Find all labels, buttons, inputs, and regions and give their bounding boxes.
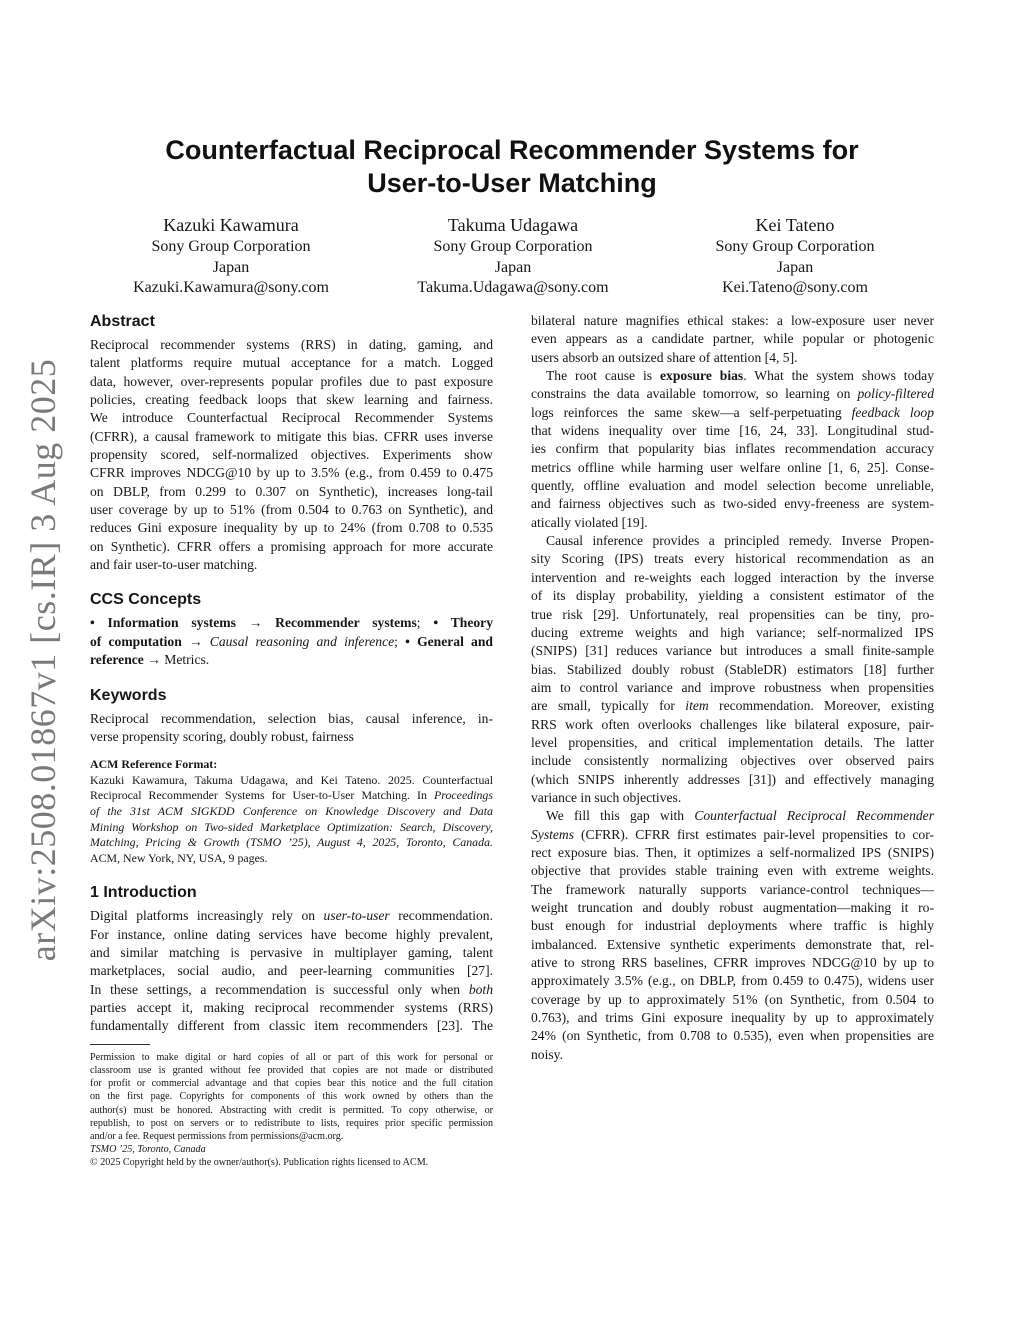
text-line: bust enough for industrial deployments where traffic is highly — [531, 918, 934, 934]
text-line: (SNIPS) [31] reduces variance but introduces a small finite-sample — [531, 643, 934, 659]
text-line: and fair user-to-user matching. — [90, 557, 258, 573]
text-span: policy-filtered — [857, 386, 934, 402]
text-line — [531, 807, 934, 825]
permission-footnote — [90, 1051, 493, 1170]
text-line — [531, 826, 934, 844]
text-span: recommendation. Moreover, existing — [708, 698, 935, 714]
title-line-1: Counterfactual Reciprocal Recommender Systems for — [165, 135, 859, 165]
text-span: are small, typically for — [531, 698, 686, 714]
text-line: (which SNIPS inherently addresses [31]) and effectively managing — [531, 771, 934, 787]
text-span: recommendation. — [389, 908, 493, 924]
text-line — [90, 907, 493, 925]
text-span: user-to-user — [323, 908, 390, 924]
ccs-term: of computation — [90, 633, 182, 649]
text-line: RRS work often overlooks challenges like bilateral exposure, pair- — [531, 716, 934, 732]
text-line: Matching, Pricing & Growth (TSMO ’25), August 4, 2025, Toronto, Canada. — [90, 835, 493, 850]
intro-continued — [531, 312, 934, 1064]
text-line: and/or a fee. Request permissions from permissions@acm.org. — [90, 1130, 344, 1142]
author-org: Sony Group Corporation — [151, 238, 311, 255]
text-line: that widens inequality over time [16, 24, 33]. Longitudinal stud- — [531, 423, 934, 439]
text-line: on the first page. Copyrights for components of this work owned by others than the — [90, 1091, 493, 1103]
text-line: coverage by up to approximately 51% (on Synthetic, from 0.504 to — [531, 991, 934, 1007]
text-line: noisy. — [531, 1046, 563, 1062]
author-name: Kei Tateno — [755, 215, 835, 235]
text-line: Reciprocal recommendation, selection bias, causal inference, in- — [90, 710, 493, 726]
text-line: data, however, over-represents popular profiles due to past exposure — [90, 373, 493, 389]
text-line: and fairness objectives such as two-sided envy-freeness are system- — [531, 496, 934, 512]
text-line: verse propensity scoring, doubly robust, fairness — [90, 728, 354, 744]
text-line: reduces Gini exposure inequality by up to 24% (from 0.708 to 0.535 — [90, 520, 493, 536]
text-line: of its display probability, yielding a consistent estimator of the — [531, 588, 934, 604]
text-line: ies confirm that popularity bias inflates recommendation accuracy — [531, 441, 934, 457]
text-line: rect exposure bias. Then, it optimizes a self-normalized IPS (SNIPS) — [531, 844, 934, 860]
text-line: atically violated [19]. — [531, 514, 648, 530]
text-span: constrains the data available tomorrow, so learning on — [531, 386, 858, 402]
text-line: talent platforms require mutual acceptance for a match. Logged — [90, 355, 493, 371]
ccs-term: reference — [90, 652, 144, 668]
title-line-2: User-to-User Matching — [367, 168, 657, 198]
author-1 — [90, 214, 372, 299]
text-line: sity Scoring (IPS) treats every historical recommendation as an — [531, 551, 934, 567]
author-country: Japan — [212, 258, 250, 276]
author-country: Japan — [776, 258, 814, 276]
text-line: We introduce Counterfactual Reciprocal Recommender Systems — [90, 410, 493, 426]
text-line: Permission to make digital or hard copies of all or part of this work for personal or — [90, 1051, 493, 1063]
text-line: marketplaces, social audio, and peer-learning communities [27]. — [90, 963, 493, 979]
text-line: true risk [29]. Unfortunately, real propensities can be tiny, pro- — [531, 606, 934, 622]
text-span: (CFRR). CFRR first estimates pair-level propensities to cor- — [574, 826, 934, 842]
text-line: 24% (on Synthetic, from 0.708 to 0.535), even when propensities are — [531, 1028, 934, 1044]
text-line: imbalanced. Extensive synthetic experiments demonstrate that, rel- — [531, 936, 934, 952]
text-line: user coverage by up to 51% (from 0.504 to 0.763 on Synthetic), and — [90, 502, 493, 518]
text-span: We fill this gap with — [546, 808, 695, 824]
text-line: metrics offline while harming user welfare online [1, 6, 25]. Conse- — [531, 459, 934, 475]
author-email: Kazuki.Kawamura@sony.com — [133, 279, 329, 296]
text-line: ducing extreme weights and high variance; self-normalized IPS — [531, 624, 934, 640]
text-span: Digital platforms increasingly rely on — [90, 908, 324, 924]
text-span: The root cause is — [546, 368, 660, 384]
author-name: Kazuki Kawamura — [163, 215, 299, 235]
acm-reference — [90, 757, 493, 866]
text-line: approximately 3.5% (e.g., on DBLP, from 0.459 to 0.475), widens user — [531, 973, 934, 989]
text-line: on Synthetic). CFRR offers a promising approach for more accurate — [90, 538, 493, 554]
text-line — [90, 788, 493, 804]
ccs-heading: CCS Concepts — [90, 591, 202, 609]
text-line: CFRR improves NDCG@10 by up to 3.5% (e.g., from 0.459 to 0.475 — [90, 465, 493, 481]
text-line: users absorb an outsized share of attention [4, 5]. — [531, 349, 798, 365]
text-line — [90, 614, 493, 632]
text-line — [531, 367, 934, 385]
ccs-term: Metrics. — [164, 652, 210, 668]
text-line: Causal inference provides a principled remedy. Inverse Propen- — [546, 533, 934, 549]
text-line: bias. Stabilized doubly robust (StableDR) estimators [18] further — [531, 661, 934, 677]
text-line: policies, creating feedback loops that skew learning and fairness. — [90, 392, 493, 408]
text-span: feedback loop — [851, 404, 934, 420]
ccs-term: • Information systems — [90, 615, 236, 631]
ccs-concepts — [90, 614, 493, 669]
abstract-heading: Abstract — [90, 313, 155, 330]
text-line: propensity scored, self-normalized objectives. Experiments show — [90, 447, 493, 463]
text-span: Proceedings — [434, 788, 493, 803]
arrow: → — [188, 633, 203, 649]
text-line: The framework naturally supports variance-control techniques— — [531, 881, 934, 897]
introduction-heading: 1 Introduction — [90, 884, 197, 902]
text-line: variance in such objectives. — [531, 789, 682, 805]
text-span: . What the system shows today — [743, 368, 934, 384]
author-2 — [372, 214, 654, 299]
arxiv-sidebar-stamp — [18, 358, 68, 962]
ccs-term: • Theory — [433, 615, 493, 631]
text-line: intervention and re-weights each logged interaction by the inverse — [531, 569, 934, 585]
abstract-text — [90, 336, 493, 574]
paper-title — [100, 134, 924, 200]
author-block — [90, 214, 936, 299]
text-line — [531, 697, 934, 715]
text-line: classroom use is granted without fee provided that copies are not made or distributed — [90, 1064, 493, 1076]
ccs-term: Causal reasoning and inference — [209, 633, 395, 649]
ccs-term: • General and — [405, 633, 493, 649]
author-org: Sony Group Corporation — [433, 238, 593, 255]
author-email: Kei.Tateno@sony.com — [722, 279, 868, 296]
text-line: (CFRR), a causal framework to mitigate this bias. CFRR uses inverse — [90, 428, 493, 444]
text-line: 0.763), and trims Gini exposure inequality by up to approximately — [531, 1010, 934, 1026]
text-line: include consistently normalizing objectives over observed pairs — [531, 753, 934, 769]
text-line — [90, 633, 493, 651]
venue-line: TSMO ’25, Toronto, Canada — [90, 1144, 206, 1156]
text-line — [531, 385, 934, 403]
text-span: Reciprocal Recommender Systems for User-to-User Matching. In — [90, 788, 434, 803]
text-line: and similar matching is pervasive in multiplayer gaming, talent — [90, 945, 493, 961]
text-line: objective that provides stable training even with extreme weights. — [531, 863, 934, 879]
text-line: bilateral nature magnifies ethical stakes: a low-exposure user never — [531, 313, 934, 328]
text-line: ative to strong RRS baselines, CFRR improves NDCG@10 by up to — [531, 955, 934, 971]
separator: ; — [394, 633, 398, 649]
arrow: → — [248, 615, 263, 631]
text-line: fundamentally different from classic item recommenders [23]. The — [90, 1018, 493, 1034]
text-line: aim to control variance and improve robustness when propensities — [531, 679, 934, 695]
text-line: Reciprocal recommender systems (RRS) in dating, gaming, and — [90, 337, 493, 352]
author-org: Sony Group Corporation — [715, 238, 875, 255]
text-span: both — [468, 981, 493, 997]
text-span: Counterfactual Reciprocal Recommender — [694, 808, 935, 824]
text-line: on DBLP, from 0.299 to 0.307 on Synthetic), increases long-tail — [90, 483, 493, 499]
text-line: quently, offline evaluation and model selection become unreliable, — [531, 478, 934, 494]
text-line: level propensities, and critical implementation details. The latter — [531, 734, 934, 750]
text-span: In these settings, a recommendation is successful only when — [90, 981, 469, 997]
arxiv-identifier: arXiv:2508.01867v1 [cs.IR] 3 Aug 2025 — [23, 358, 63, 962]
text-line: Mining Workshop on Two-sided Marketplace Optimization: Search, Discovery, — [90, 819, 493, 834]
copyright-line: © 2025 Copyright held by the owner/author(s). Publication rights licensed to ACM. — [90, 1157, 429, 1169]
right-column — [531, 312, 934, 1064]
text-line — [90, 981, 493, 999]
ccs-term: Recommender systems — [275, 615, 417, 631]
text-line: ACM, New York, NY, USA, 9 pages. — [90, 850, 268, 865]
text-span: Systems — [531, 826, 575, 842]
text-line: for profit or commercial advantage and that copies bear this notice and the full citation — [90, 1078, 493, 1090]
text-line: Kazuki Kawamura, Takuma Udagawa, and Kei Tateno. 2025. Counterfactual — [90, 772, 493, 787]
author-country: Japan — [494, 258, 532, 276]
text-line: For instance, online dating services have become highly prevalent, — [90, 926, 493, 942]
acm-reference-heading: ACM Reference Format: — [90, 757, 218, 772]
text-line: of the 31st ACM SIGKDD Conference on Knowledge Discovery and Data — [90, 803, 493, 818]
left-column — [90, 312, 493, 1170]
separator: ; — [416, 615, 421, 631]
text-line — [531, 404, 934, 422]
text-line: parties accept it, making reciprocal recommender systems (RRS) — [90, 1000, 493, 1016]
text-line: even appears as a candidate partner, while popular or photogenic — [531, 331, 934, 347]
text-line — [90, 651, 493, 669]
keywords-heading: Keywords — [90, 686, 167, 704]
author-name: Takuma Udagawa — [447, 215, 579, 235]
author-3 — [654, 214, 936, 299]
introduction-text — [90, 907, 493, 1035]
text-line: weight truncation and doubly robust augmentation—making it ro- — [531, 900, 934, 915]
text-span: exposure bias — [660, 368, 744, 384]
keywords-text — [90, 710, 493, 747]
author-email: Takuma.Udagawa@sony.com — [417, 279, 609, 296]
arrow: → — [147, 652, 161, 668]
text-line: republish, to post on servers or to redistribute to lists, requires prior specific permission — [90, 1117, 493, 1129]
footnote-rule — [90, 1044, 150, 1045]
text-span: item — [685, 698, 709, 714]
text-span: logs reinforces the same skew—a self-perpetuating — [531, 404, 852, 420]
text-line: author(s) must be honored. Abstracting with credit is permitted. To copy otherwise, or — [90, 1104, 493, 1116]
